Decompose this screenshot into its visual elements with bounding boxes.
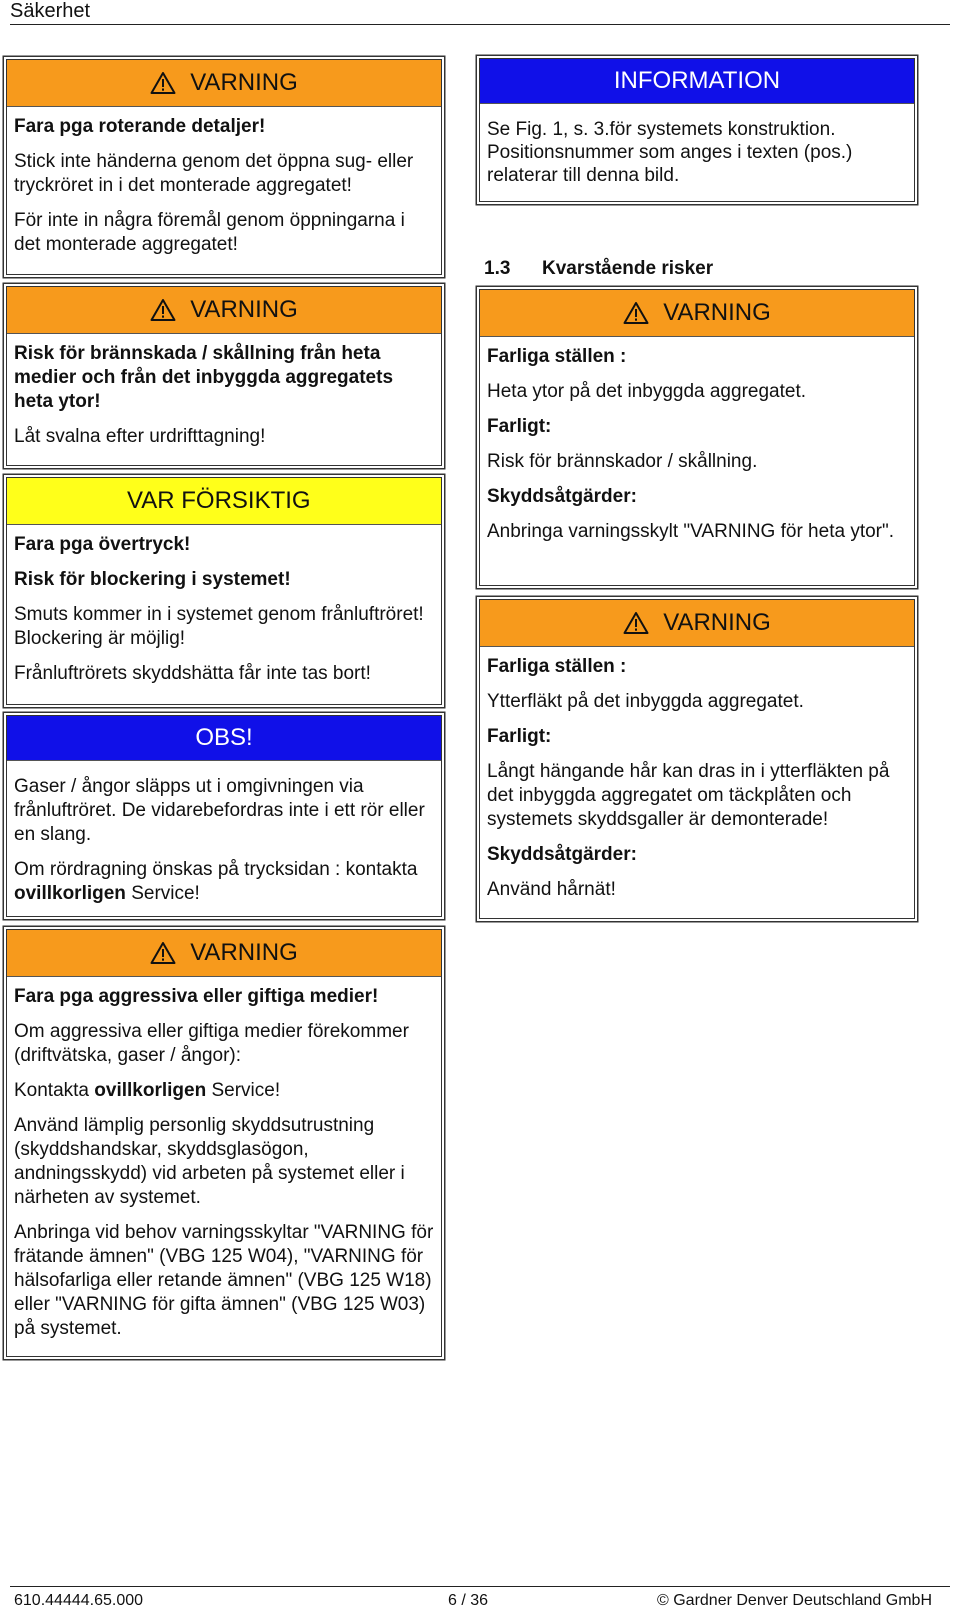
warning-box-aggressive-media: [6, 929, 442, 1357]
warning-triangle-icon: [150, 941, 176, 965]
warning-bar: [480, 290, 914, 337]
warning-text: Om aggressiva eller giftiga medier förekommer (driftvätska, gaser / ångor):: [14, 1021, 409, 1066]
warning-text: Kontakta ovillkorligen Service!: [14, 1080, 281, 1101]
warning-triangle-icon: [623, 611, 649, 635]
obs-text: Om rördragning önskas på trycksidan : kontakta ovillkorligen Service!: [14, 859, 418, 904]
caution-box-overpressure: [6, 477, 442, 705]
warning-text: Stick inte händerna genom det öppna sug- eller tryckröret in i det monterade aggregatet!: [14, 151, 414, 196]
warning-box-hot-surfaces: [479, 289, 915, 586]
copyright: © Gardner Denver Deutschland GmbH: [656, 1592, 932, 1609]
warning-bar: [480, 600, 914, 647]
warning-triangle-icon: [150, 298, 176, 322]
information-text: Se Fig. 1, s. 3.för systemets konstruktion. Positionsnummer som anges i texten (pos.) relaterar till denna bild.: [487, 119, 853, 186]
hazard-location-label: Farliga ställen :: [487, 346, 627, 367]
warning-bar: [7, 930, 441, 977]
warning-heading: Fara pga aggressiva eller giftiga medier!: [14, 986, 379, 1007]
protective-measures-label: Skyddsåtgärder:: [487, 844, 637, 865]
section-number: 1.3: [484, 258, 511, 279]
warning-title: VARNING: [190, 69, 298, 96]
obs-title: OBS!: [195, 724, 253, 751]
warning-heading: Risk för brännskada / skållning från heta medier och från det inbyggda aggregatets heta ytor!: [14, 343, 394, 412]
header-divider: [10, 24, 950, 25]
page-number: 6 / 36: [448, 1592, 489, 1609]
hazard-label: Farligt:: [487, 726, 552, 747]
page-header-title: Säkerhet: [10, 0, 91, 22]
caution-heading: Risk för blockering i systemet!: [14, 569, 291, 590]
hazard-location-label: Farliga ställen :: [487, 656, 627, 677]
warning-box-burn-risk: [6, 286, 442, 466]
warning-bar: [7, 60, 441, 107]
warning-triangle-icon: [623, 301, 649, 325]
warning-title: VARNING: [663, 609, 771, 636]
protective-measures-text: Använd hårnät!: [487, 879, 616, 900]
protective-measures-label: Skyddsåtgärder:: [487, 486, 637, 507]
caution-bar: [7, 478, 441, 525]
caution-text: Frånluftrörets skyddshätta får inte tas bort!: [14, 663, 371, 684]
section-title: Kvarstående risker: [542, 258, 714, 279]
document-number: 610.44444.65.000: [14, 1592, 144, 1609]
warning-box-external-fan: [479, 599, 915, 919]
obs-box-exhaust: [6, 715, 442, 917]
caution-title: VAR FÖRSIKTIG: [127, 487, 311, 514]
warning-text: Låt svalna efter urdrifttagning!: [14, 426, 266, 447]
obs-bar: [7, 716, 441, 761]
hazard-location-text: Ytterfläkt på det inbyggda aggregatet.: [487, 691, 804, 712]
warning-heading: Fara pga roterande detaljer!: [14, 116, 266, 137]
protective-measures-text: Anbringa varningsskylt "VARNING för heta ytor".: [487, 521, 895, 542]
hazard-label: Farligt:: [487, 416, 552, 437]
warning-triangle-icon: [150, 71, 176, 95]
obs-text: Gaser / ångor släpps ut i omgivningen via frånluftröret. De vidarebefordras inte i ett rör eller en slang.: [14, 776, 425, 845]
warning-title: VARNING: [190, 296, 298, 323]
caution-heading: Fara pga övertryck!: [14, 534, 191, 555]
warning-text: Anbringa vid behov varningsskyltar "VARNING för frätande ämnen" (VBG 125 W04), "VARNING för hälsofarliga eller retande ämnen" (VBG 125 W18) eller "VARNING för gifta ämnen" (VBG 125 W03) på systemet.: [14, 1222, 434, 1339]
information-box: [479, 58, 915, 202]
warning-box-rotating-parts: [6, 59, 442, 275]
hazard-location-text: Heta ytor på det inbyggda aggregatet.: [487, 381, 807, 402]
footer-divider: [10, 1586, 950, 1587]
section-heading: [484, 258, 713, 280]
warning-text: Använd lämplig personlig skyddsutrustning (skyddshandskar, skyddsglasögon, andningsskydd) vid arbeten på systemet eller i närheten av systemet.: [14, 1115, 405, 1208]
information-bar: [480, 59, 914, 104]
warning-title: VARNING: [663, 299, 771, 326]
caution-text: Smuts kommer in i systemet genom frånluftröret! Blockering är möjlig!: [14, 604, 424, 649]
warning-title: VARNING: [190, 939, 298, 966]
information-title: INFORMATION: [613, 67, 781, 94]
hazard-text: Risk för brännskador / skållning.: [487, 451, 758, 472]
warning-bar: [7, 287, 441, 334]
warning-text: För inte in några föremål genom öppningarna i det monterade aggregatet!: [14, 210, 405, 255]
hazard-text: Långt hängande hår kan dras in i ytterfläkten på det inbyggda aggregatet om täckplåten och systemets skyddsgaller är demonterade!: [487, 761, 890, 830]
